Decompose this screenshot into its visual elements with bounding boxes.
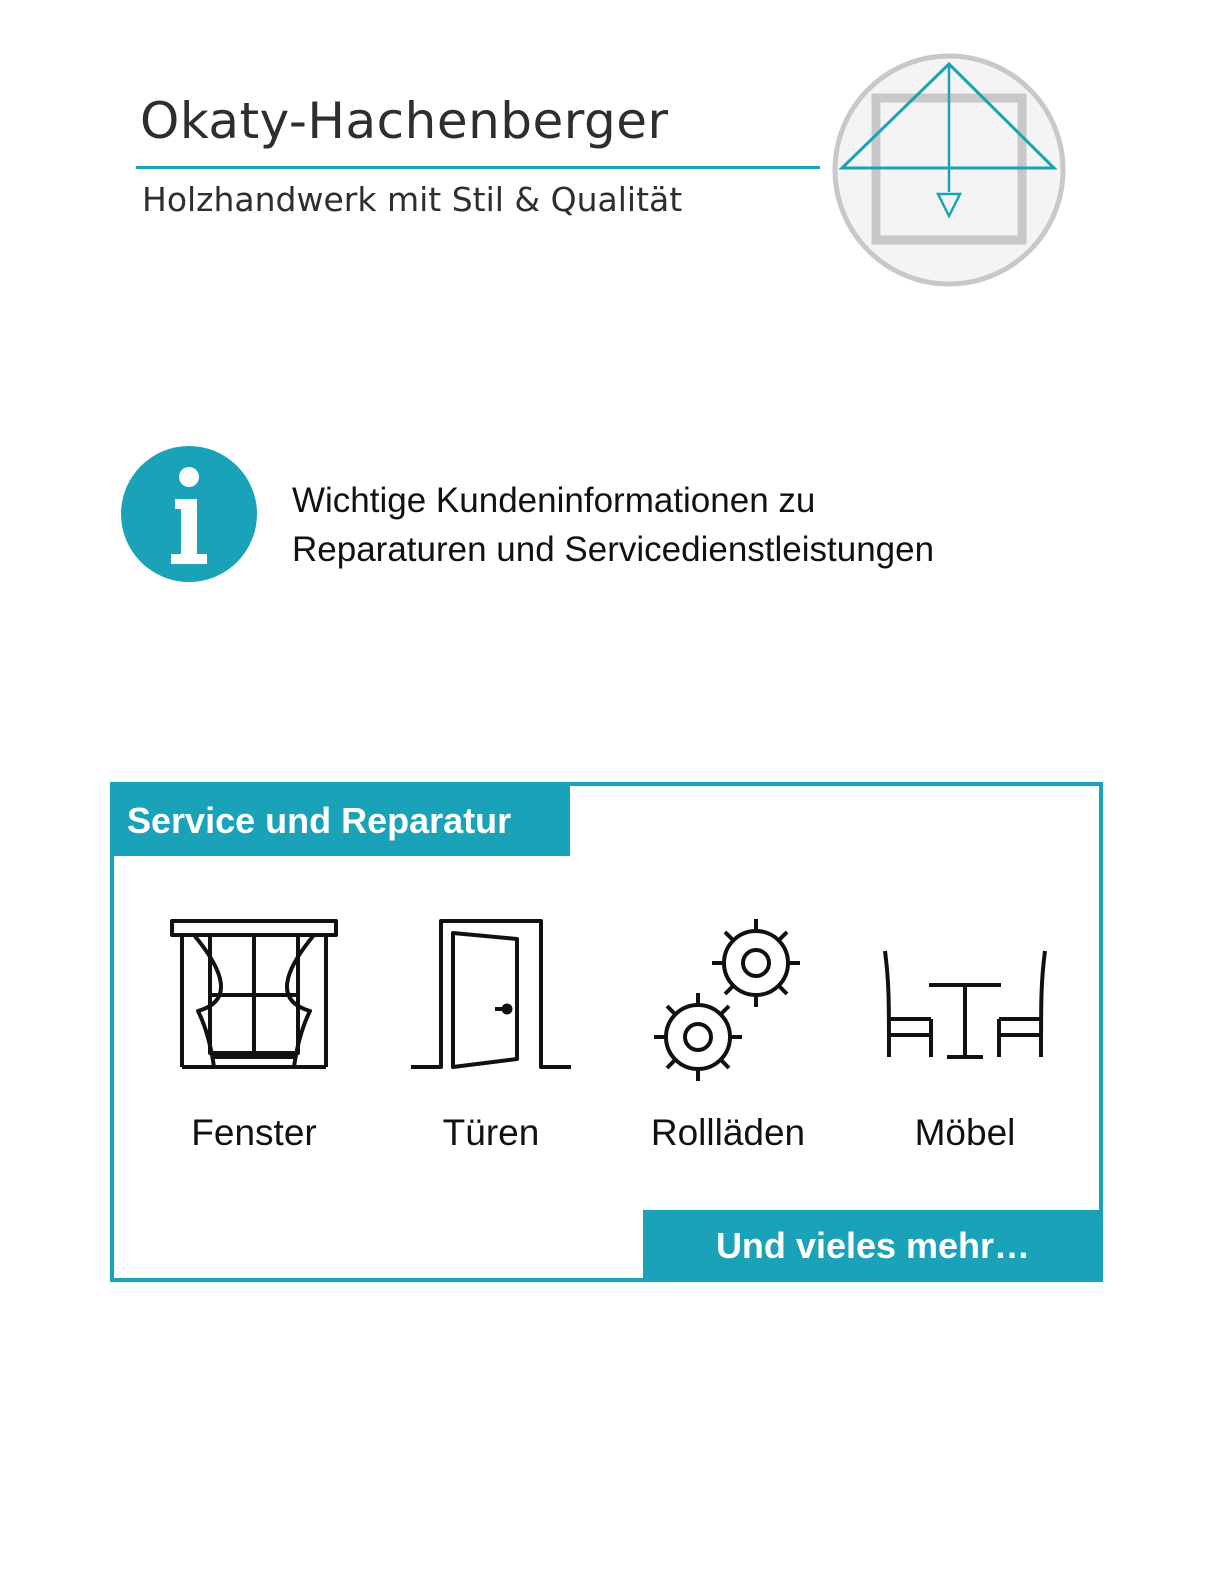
service-box — [110, 782, 1103, 1282]
service-item-label: Türen — [442, 1112, 540, 1153]
info-line-2: Reparaturen und Servicedienstleistungen — [292, 530, 935, 569]
service-heading: Service und Reparatur — [114, 786, 570, 856]
door-icon — [401, 901, 581, 1081]
logo-emblem-icon — [828, 50, 1070, 290]
logo-company-name: Okaty-Hachenberger — [140, 92, 669, 150]
gears-icon — [638, 901, 818, 1081]
info-text — [292, 476, 934, 574]
service-item-label: Rollläden — [650, 1112, 806, 1153]
service-item-rolllaeden — [608, 901, 848, 1155]
service-item-tueren — [371, 901, 611, 1155]
table-chairs-icon — [875, 901, 1055, 1081]
service-item-moebel — [845, 901, 1085, 1155]
logo-divider — [136, 166, 820, 169]
service-item-label: Fenster — [191, 1112, 317, 1153]
info-icon — [119, 444, 259, 584]
info-line-1: Wichtige Kundeninformationen zu — [292, 481, 816, 520]
logo-tagline: Holzhandwerk mit Stil & Qualität — [142, 180, 683, 219]
service-item-label: Möbel — [914, 1112, 1016, 1153]
window-curtain-icon — [164, 901, 344, 1081]
more-banner: Und vieles mehr… — [643, 1210, 1103, 1282]
service-item-fenster — [134, 901, 374, 1155]
